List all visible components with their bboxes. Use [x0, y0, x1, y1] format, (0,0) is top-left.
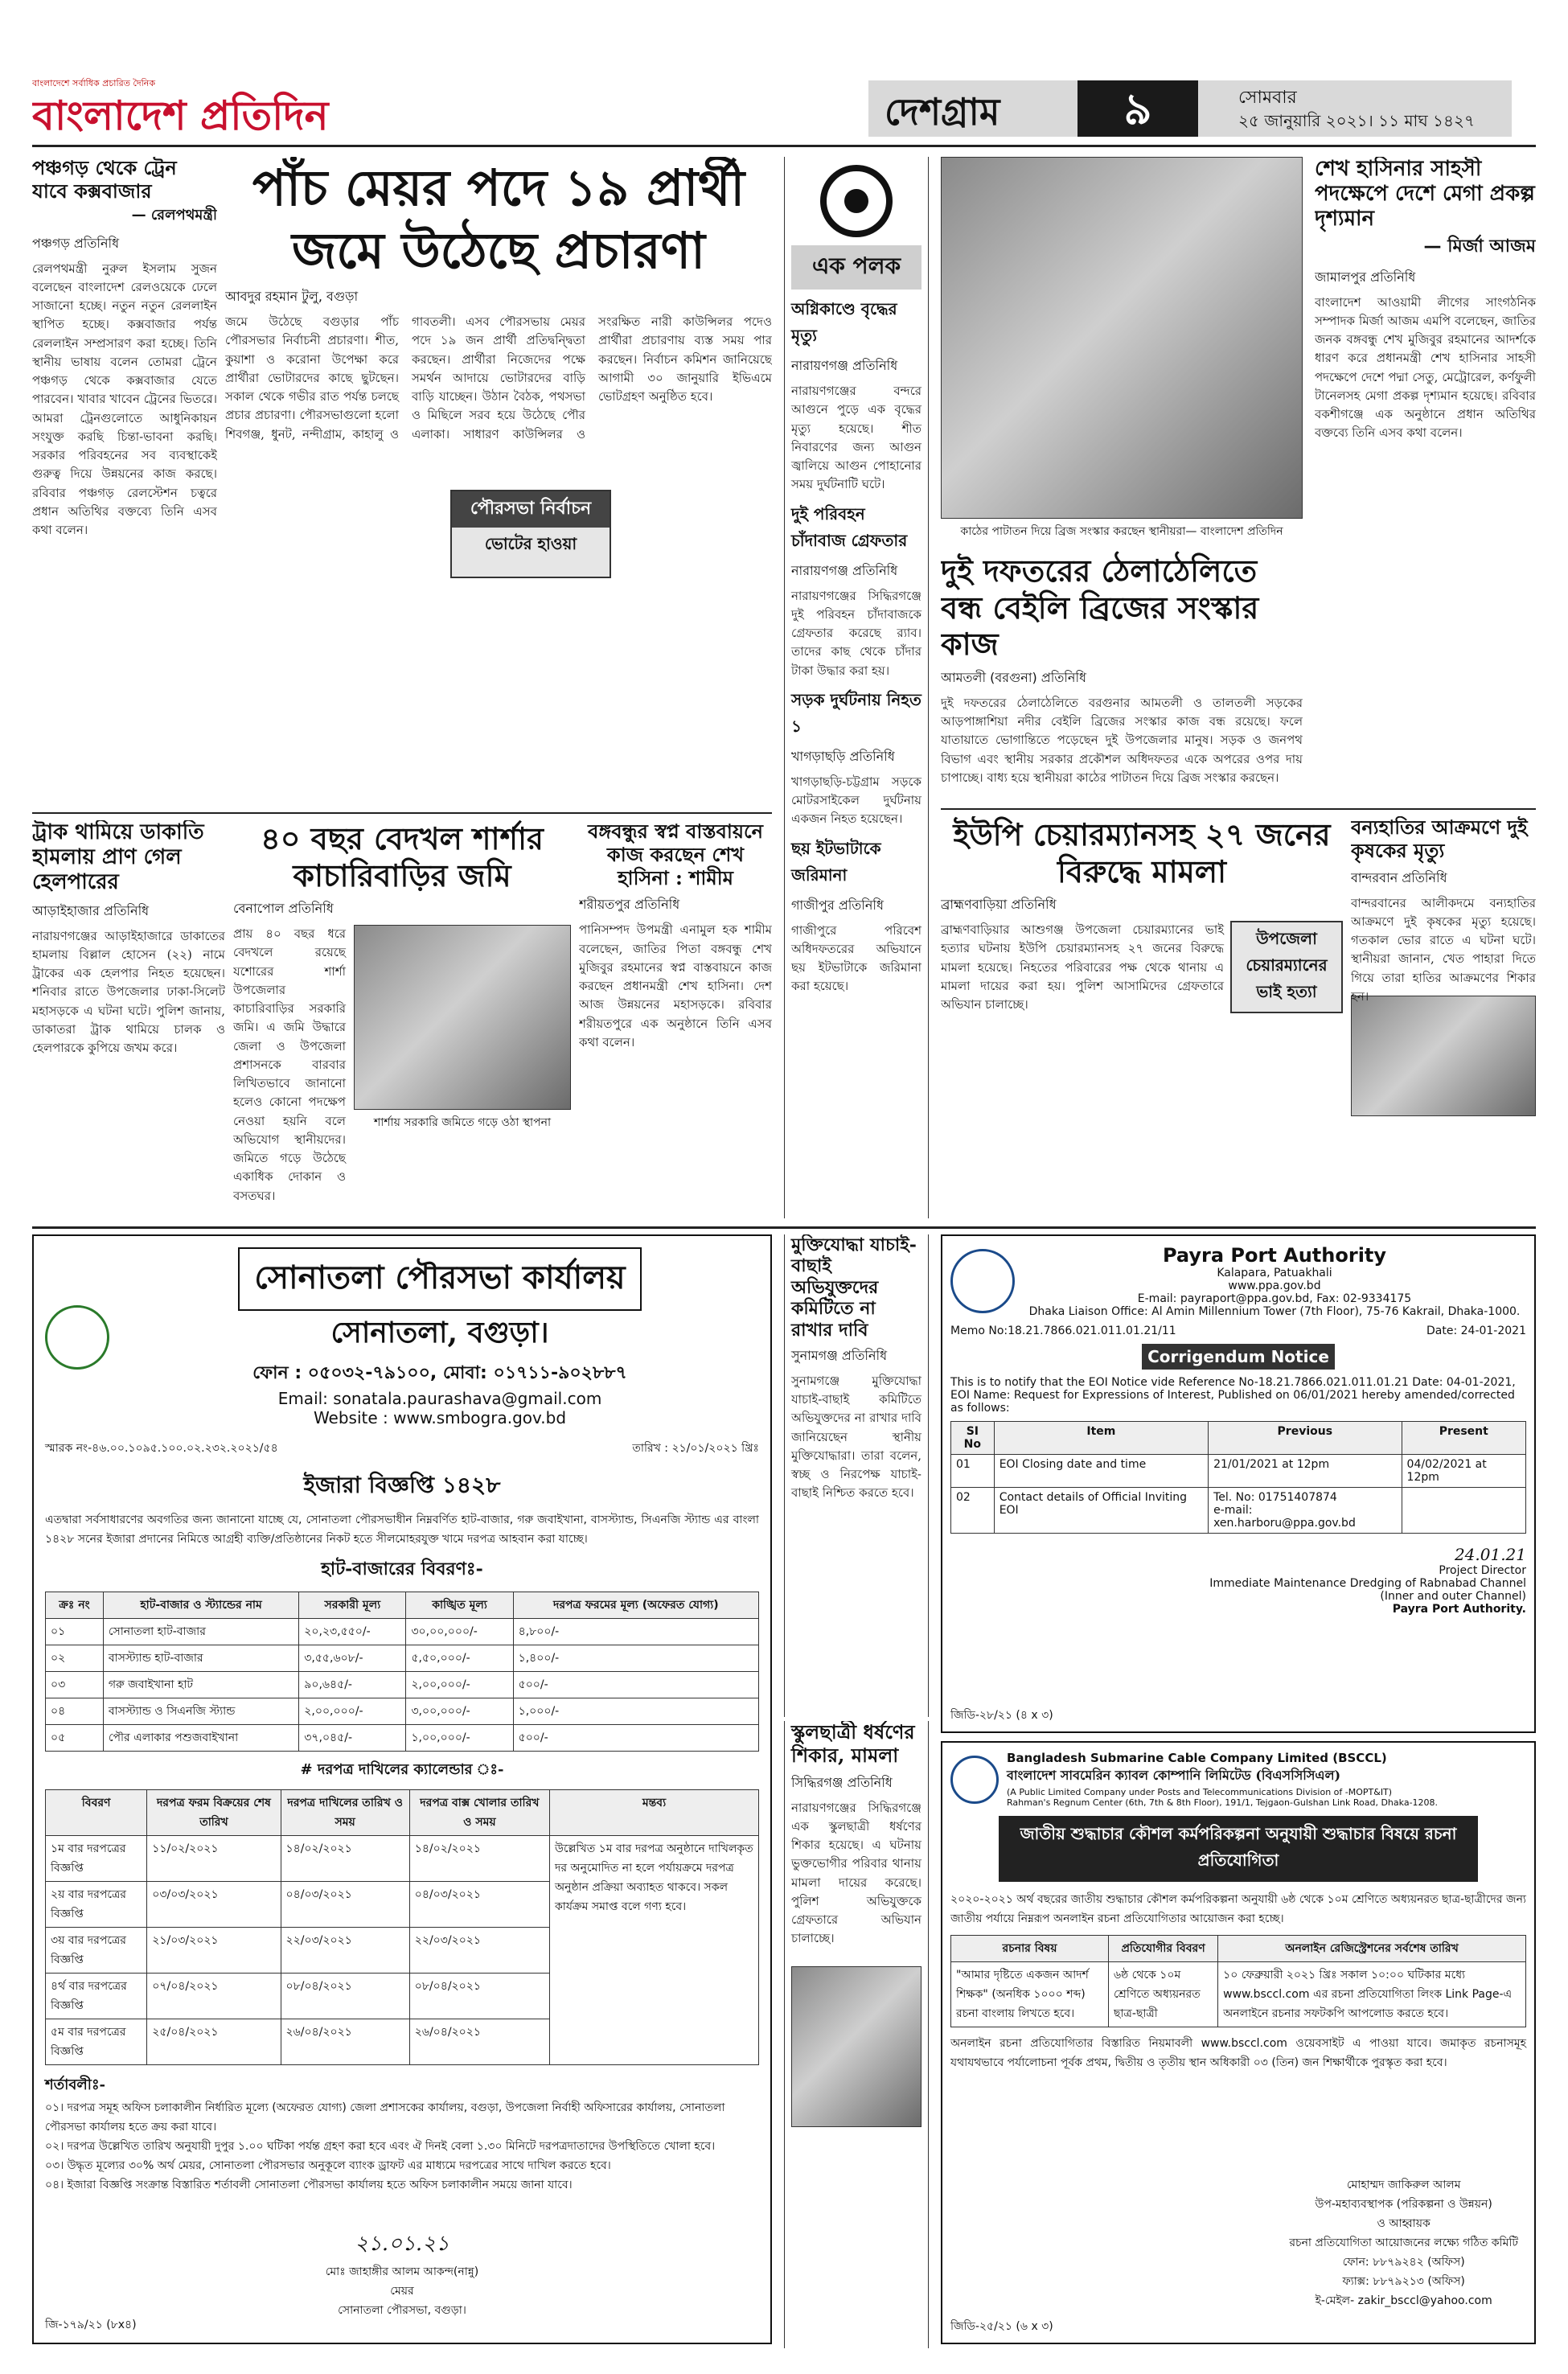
cell: পৌর এলাকার পশুজবাইখানা — [103, 1725, 298, 1752]
page-header-strip — [868, 80, 1512, 137]
story-robbery — [32, 820, 225, 1222]
ad-ref: জি-১৭৯/২১ (৮x৪) — [45, 2319, 137, 2331]
col-header: দরপত্র বাক্স খোলার তারিখ ও সময় — [409, 1790, 549, 1836]
cell: ২৫/০৪/২০২১ — [147, 2019, 281, 2065]
payra-sig-line: (Inner and outer Channel) — [1380, 1590, 1526, 1603]
right-byline: জামালপুর প্রতিনিধি — [1315, 269, 1416, 285]
payra-signature — [950, 1545, 1526, 1616]
cell: ৫,৫০,০০০/- — [406, 1645, 513, 1672]
story-freedom-fighter — [784, 1234, 929, 1717]
cell: ২৬/০৪/২০২১ — [281, 2019, 409, 2065]
cell: ৪,৮০০/- — [513, 1619, 758, 1645]
brief-headline[interactable]: সড়ক দুর্ঘটনায় নিহত ১ — [791, 689, 922, 736]
up-body: ব্রাহ্মণবাড়িয়ার আশুগঞ্জ উপজেলা চেয়ারম্যানের ভাই হত্যার ঘটনায় ইউপি চেয়ারম্যানসহ ২৭ জনের বিরুদ্ধে মামলা হয়েছে। নিহতের পরিবারের পক্ষ থেকে থানায় এ মামলা দায়ের করা হয়। পুলিশ আসামিদের গ্রেফতারে অভিযান চালাচ্ছে। — [941, 922, 1224, 1012]
terms-title: শর্তাবলীঃ- — [45, 2076, 106, 2093]
brief-byline: গাজীপুর প্রতিনিধি — [791, 897, 884, 913]
story-headline[interactable]: পঞ্চগড় থেকে ট্রেন যাবে কক্সবাজার — [32, 157, 177, 203]
cell: ২২/০৩/২০২১ — [281, 1928, 409, 1974]
elephant-body: বান্দরবানের আলীকদমে বন্যহাতির আক্রমণে দুই কৃষকের মৃত্যু হয়েছে। গতকাল ভোর রাতে এ ঘটনা ঘটে। স্থানীয়রা জানান, খেত পাহারা দিতে গিয়ে তারা হাতির আক্রমণের শিকার হন। — [1351, 895, 1536, 1004]
ad-memo: স্মারক নং-৪৬.০০.১০৯৫.১০০.০২.২৩২.২০২১/৫৪ — [45, 1442, 278, 1455]
payra-logo — [950, 1249, 1015, 1313]
col-header: মন্তব্য — [550, 1790, 759, 1836]
col-header: প্রতিযোগীর বিবরণ — [1108, 1936, 1217, 1962]
student-byline: সিদ্ধিরগঞ্জ প্রতিনিধি — [791, 1774, 893, 1790]
bsccl-email[interactable]: ই-মেইল- zakir_bsccl@yahoo.com — [1315, 2294, 1492, 2307]
masthead-brand[interactable] — [32, 76, 386, 141]
payra-sig-date: 24.01.21 — [1454, 1545, 1526, 1564]
robbery-headline[interactable]: ট্রাক থামিয়ে ডাকাতি হামলায় প্রাণ গেল হেলপারের — [32, 820, 204, 895]
col-header: ক্রঃ নং — [46, 1592, 104, 1619]
cell: ০৮/০৪/২০২১ — [409, 1974, 549, 2019]
bridge-byline: আমতলী (বরগুনা) প্রতিনিধি — [941, 669, 1086, 685]
ad-payra — [941, 1234, 1536, 1733]
up-inset-text: উপজেলা চেয়ারম্যানের ভাই হত্যা — [1246, 929, 1328, 1002]
cell: সোনাতলা হাট-বাজার — [103, 1619, 298, 1645]
payra-sig-line: Payra Port Authority. — [1392, 1603, 1526, 1616]
col-header: Previous — [1209, 1422, 1402, 1455]
story-elephant — [1351, 816, 1536, 1218]
inset-title: পৌরসভা নির্বাচন — [452, 491, 610, 528]
bsccl-sig-line: ফোন: ৮৮৭৯২৪২ (অফিস) — [1342, 2256, 1465, 2269]
payra-address: Kalapara, Patuakhali — [1217, 1267, 1332, 1279]
brief-item — [791, 503, 922, 680]
robbery-byline: আড়াইহাজার প্রতিনিধি — [32, 902, 150, 918]
cell: 04/02/2021 at 12pm — [1402, 1455, 1525, 1488]
col-header: SI No — [951, 1422, 995, 1455]
bsccl-ref: জিডি-২৫/২১ (৬ x ৩) — [950, 2320, 1053, 2333]
table-row — [46, 1645, 759, 1672]
cell: ৫ম বার দরপত্রের বিজ্ঞপ্তি — [46, 2019, 147, 2065]
weekday: সোমবার — [1238, 88, 1297, 108]
col-header: দরপত্র ফরম বিক্রয়ের শেষ তারিখ — [147, 1790, 281, 1836]
masthead-logo: বাংলাদেশ প্রতিদিন — [32, 92, 329, 139]
divider — [32, 812, 772, 814]
ad-memo-date: তারিখ : ২১/০১/২০২১ খ্রিঃ — [632, 1442, 759, 1455]
col-header: কাঙ্খিত মূল্য — [406, 1592, 513, 1619]
story-land — [233, 820, 571, 1222]
bsccl-sig-line: মোহাম্মদ জাকিরুল আলম — [1346, 2179, 1461, 2191]
cell: ০২ — [46, 1645, 104, 1672]
bsccl-outro: অনলাইন রচনা প্রতিযোগিতার বিস্তারিত নিয়মাবলী www.bsccl.com ওয়েবসাইট এ পাওয়া যাবে। জমাকৃত রচনাসমূহ যথাযথভাবে পর্যালোচনা পূর্বক প্রথম, দ্বিতীয় ও তৃতীয় স্থান অধিকারী ০৩ (তিন) জন শিক্ষার্থীকে পুরস্কৃত করা হবে। — [950, 2037, 1526, 2069]
masthead-rule — [32, 145, 1536, 147]
brief-body: গাজীপুরে পরিবেশ অধিদফতরের অভিযানে ছয় ইটভাটাকে জরিমানা করা হয়েছে। — [791, 922, 922, 994]
table-row — [46, 1725, 759, 1752]
cell: ২,০০,০০০/- — [299, 1698, 406, 1725]
main-byline: আবদুর রহমান টুলু, বগুড়া — [225, 289, 359, 304]
cell: ২৬/০৪/২০২১ — [409, 2019, 549, 2065]
notice-intro: এতদ্বারা সর্বসাধারণের অবগতির জন্য জানানো যাচ্ছে যে, সোনাতলা পৌরসভাধীন নিম্নবর্ণিত হাট-বাজার, গরু জবাইখানা, বাসস্ট্যান্ড, সিএনজি স্ট্যান্ড এর বাংলা ১৪২৮ সনের ইজারা প্রদানের নিমিত্তে আগ্রহী ব্যক্তি/প্রতিষ্ঠানের নিকট হতে সীলমোহরযুক্ত খামে দরপত্র আহবান করা যাচ্ছে। — [45, 1514, 759, 1546]
cell: ৩৭,০৪৫/- — [299, 1725, 406, 1752]
payra-sig-line: Project Director — [1439, 1564, 1526, 1577]
cell — [1402, 1488, 1525, 1534]
cell: ৬ষ্ঠ থেকে ১০ম শ্রেণিতে অধ্যয়নরত ছাত্র-ছাত্রী — [1108, 1962, 1217, 2027]
cell: ০৩/০৩/২০২১ — [147, 1882, 281, 1928]
elephant-photo[interactable] — [1351, 996, 1536, 1116]
ad-phone: ফোন : ০৫০৩২-৭৯১০০, মোবা: ০১৭১১-৯০২৮৮৭ — [252, 1363, 627, 1383]
payra-ref: জিডি-২৮/২১ (৪ x ৩) — [950, 1709, 1053, 1722]
signature-block — [45, 2227, 759, 2320]
payra-sig-line: Immediate Maintenance Dredging of Rabnabad Channel — [1209, 1577, 1526, 1590]
cell: Tel. No: 01751407874 e-mail: xen.harboru@ppa.gov.bd — [1209, 1488, 1402, 1534]
ad-sonatala — [32, 1234, 772, 2344]
bridge-photo[interactable] — [941, 157, 1303, 519]
payra-liaison: Dhaka Liaison Office: Al Amin Millennium Tower (7th Floor), 75-76 Kakrail, Dhaka-1000. — [1028, 1305, 1521, 1318]
cell: ০৪/০৩/২০২১ — [409, 1882, 549, 1928]
col-header: Present — [1402, 1422, 1525, 1455]
land-photo[interactable] — [354, 925, 571, 1110]
ek-polok-label: এক পলক — [791, 245, 922, 290]
masthead-tagline: বাংলাদেশে সর্বাধিক প্রচারিত দৈনিক — [32, 78, 156, 88]
story-byline: পঞ্চগড় প্রতিনিধি — [32, 235, 120, 251]
schedule-title: # দরপত্র দাখিলের ক্যালেন্ডার ঃ- — [300, 1761, 504, 1778]
ad-bsccl — [941, 1741, 1536, 2344]
col-header: বিবরণ — [46, 1790, 147, 1836]
right-body: বাংলাদেশ আওয়ামী লীগের সাংগঠনিক সম্পাদক মির্জা আজম এমপি বলেছেন, জাতির জনক বঙ্গবন্ধু শেখ মুজিবুর রহমানের আদর্শকে ধারণ করে প্রধানমন্ত্রী শেখ হাসিনার সাহসী পদক্ষেপে দেশে পদ্মা সেতু, মেট্রোরেল, কর্ণফুলী টানেলসহ মেগা প্রকল্প দৃশ্যমান হয়েছে। রবিবার বকশীগঞ্জে এক অনুষ্ঠানে প্রধান অতিথির বক্তব্যে তিনি এসব কথা বলেন। — [1315, 294, 1536, 441]
signer-office: সোনাতলা পৌরসভা, বগুড়া। — [338, 2304, 466, 2317]
cell: ০১ — [46, 1619, 104, 1645]
right-sub: — মির্জা আজম — [1423, 236, 1536, 257]
cell: ১,৪০০/- — [513, 1645, 758, 1672]
cell: ৩,০০,০০০/- — [406, 1698, 513, 1725]
brief-byline: নারায়ণগঞ্জ প্রতিনিধি — [791, 358, 898, 373]
story-student — [784, 1721, 929, 2348]
bsccl-sig-line: রচনা প্রতিযোগিতা আয়োজনের লক্ষ্যে গঠিত কমিটি — [1289, 2236, 1518, 2249]
main-headline[interactable]: পাঁচ মেয়র পদে ১৯ প্রার্থী জমে উঠেছে প্রচারণা — [252, 158, 745, 280]
sonatala-logo — [45, 1305, 109, 1370]
bsccl-sig-line: উপ-মহাব্যবস্থাপক (পরিকল্পনা ও উন্নয়ন) — [1315, 2198, 1492, 2211]
brief-body: নারায়ণগঞ্জের বন্দরে আগুনে পুড়ে এক বৃদ্ধের মৃত্যু হয়েছে। শীত নিবারণের জন্য আগুন জ্বালিয়ে আগুন পোহানোর সময় দুর্ঘটনাটি ঘটে। — [791, 384, 922, 492]
robbery-body: নারায়ণগঞ্জের আড়াইহাজারে ডাকাতের হামলায় বিল্লাল হোসেন (২২) নামে ট্রাকের এক হেলপার নিহত হয়েছেন। শনিবার রাতে উপজেলার ঢাকা-সিলেট মহাসড়কে এ ঘটনা ঘটে। পুলিশ জানায়, ডাকাতরা ট্রাক থামিয়ে চালক ও হেলপারকে কুপিয়ে জখম করে। — [32, 928, 225, 1056]
page-number: ৯ — [1077, 80, 1198, 137]
bsccl-address: Rahman's Regnum Center (6th, 7th & 8th Floor), 191/1, Tejgaon-Gulshan Link Road, Dhaka-1208. — [1007, 1797, 1439, 1808]
col-header: রচনার বিষয় — [951, 1936, 1109, 1962]
cell: ১,০০০/- — [513, 1698, 758, 1725]
story-panchagarh — [32, 157, 217, 792]
bsccl-intro: ২০২০-২০২১ অর্থ বছরের জাতীয় শুদ্ধাচার কৌশল কর্মপরিকল্পনা অনুযায়ী ৬ষ্ঠ থেকে ১০ম শ্রেণিতে অধ্যয়নরত ছাত্র-ছাত্রীদের জন্য জাতীয় পর্যায়ে নিম্নরূপ অনলাইন রচনা প্রতিযোগিতার আয়োজন করা হচ্ছে। — [950, 1893, 1526, 1925]
brief-item — [791, 298, 922, 495]
bsccl-banner: জাতীয় শুদ্ধাচার কৌশল কর্মপরিকল্পনা অনুযায়ী শুদ্ধাচার বিষয়ে রচনা প্রতিযোগিতা — [999, 1816, 1478, 1882]
brief-headline[interactable]: ছয় ইটভাটাকে জরিমানা — [791, 838, 881, 885]
land-byline: বেনাপোল প্রতিনিধি — [233, 901, 334, 917]
col-header: দরপত্র ফরমের মূল্য (অফেরত যোগ্য) — [513, 1592, 758, 1619]
section-name: দেশগ্রাম — [885, 90, 1000, 133]
signature-date: ২১.০১.২১ — [355, 2232, 449, 2256]
up-headline[interactable]: ইউপি চেয়ারম্যানসহ ২৭ জনের বিরুদ্ধে মামলা — [953, 816, 1331, 889]
cell: বাসস্ট্যান্ড হাট-বাজার — [103, 1645, 298, 1672]
bsccl-org-en: Bangladesh Submarine Cable Company Limited (BSCCL) — [1007, 1751, 1387, 1765]
cell: ৫০০/- — [513, 1725, 758, 1752]
ads-divider — [32, 1226, 1536, 1229]
eye-icon — [820, 165, 893, 237]
payra-memo: Memo No:18.21.7866.021.011.01.21/11 — [950, 1325, 1176, 1337]
brief-item — [791, 688, 922, 829]
brief-headline[interactable]: দুই পরিবহন চাঁদাবাজ গ্রেফতার — [791, 503, 908, 550]
bongobondhu-headline[interactable]: বঙ্গবন্ধুর স্বপ্ন বাস্তবায়নে কাজ করছেন শেখ হাসিনা : শামীম — [588, 820, 763, 889]
payra-notice: Corrigendum Notice — [1142, 1344, 1335, 1370]
bsccl-sig-line: ফ্যাক্স: ৮৮৭৯২১৩ (অফিস) — [1342, 2275, 1465, 2288]
issue-date: ২৫ জানুয়ারি ২০২১। ১১ মাঘ ১৪২৭ — [1238, 111, 1476, 130]
cell: Contact details of Official Inviting EOI — [994, 1488, 1208, 1534]
table-row — [46, 1619, 759, 1645]
cell: ০৪ — [46, 1698, 104, 1725]
payra-org: Payra Port Authority — [1162, 1244, 1387, 1267]
bsccl-signature — [1289, 2175, 1518, 2310]
brief-headline[interactable]: অগ্নিকাণ্ডে বৃদ্ধের মৃত্যু — [791, 299, 897, 345]
bongobondhu-body: পানিসম্পদ উপমন্ত্রী এনামুল হক শামীম বলেছেন, জাতির পিতা বঙ্গবন্ধু শেখ মুজিবুর রহমানের স্বপ্ন বাস্তবায়নে কাজ করছেন প্রধানমন্ত্রী শেখ হাসিনা। দেশ আজ উন্নয়নের মহাসড়কে। রবিবার শরীয়তপুরে এক অনুষ্ঠানে তিনি এসব কথা বলেন। — [579, 922, 772, 1049]
brief-item — [791, 837, 922, 996]
bsccl-sig-line: ও আহ্বায়ক — [1377, 2217, 1430, 2230]
bsccl-sub: (A Public Limited Company under Posts and Telecommunications Division of -MOPT&IT) — [1007, 1787, 1393, 1797]
ek-polok-column — [784, 157, 929, 1218]
cell: ৯০,৬৪৫/- — [299, 1672, 406, 1698]
cell: ০৭/০৪/২০২১ — [147, 1974, 281, 2019]
cell: "আমার দৃষ্টিতে একজন আদর্শ শিক্ষক" (অনধিক ১০০০ শব্দ) রচনা বাংলায় লিখতে হবে। — [951, 1962, 1109, 2027]
cell: ১ম বার দরপত্রের বিজ্ঞপ্তি — [46, 1836, 147, 1882]
cell: ২,০০,০০০/- — [406, 1672, 513, 1698]
student-photo[interactable] — [791, 1966, 922, 2127]
table-row — [951, 1455, 1526, 1488]
ad-website[interactable]: Website : www.smbogra.gov.bd — [313, 1408, 567, 1427]
divider — [941, 808, 1536, 810]
student-body: নারায়ণগঞ্জের সিদ্ধিরগঞ্জে এক স্কুলছাত্রী ধর্ষণের শিকার হয়েছে। এ ঘটনায় ভুক্তভোগীর পরিবার থানায় মামলা দায়ের করেছে। পুলিশ অভিযুক্তকে গ্রেফতারে অভিযান চালাচ্ছে। — [791, 1800, 922, 1946]
cell: বাসস্ট্যান্ড ও সিএনজি স্ট্যান্ড — [103, 1698, 298, 1725]
payra-date: Date: 24-01-2021 — [1426, 1325, 1526, 1337]
cell: ২য় বার দরপত্রের বিজ্ঞপ্তি — [46, 1882, 147, 1928]
signer-name: মোঃ জাহাঙ্গীর আলম আকন্দ(নান্নু) — [325, 2265, 479, 2278]
payra-text: This is to notify that the EOI Notice vide Reference No-18.21.7866.021.011.01.21 Date: 04-01-2021, EOI Name: Request for Expressions of Interest, Published on 06/01/2021 hereby amended/corrected as follows: — [950, 1376, 1516, 1415]
cell: ২০,২৩,৫৫০/- — [299, 1619, 406, 1645]
term-item: ০২। দরপত্র উল্লেখিত তারিখ অনুযায়ী দুপুর ১.০০ ঘটিকা পর্যন্ত গ্রহণ করা হবে এবং ঐ দিনই বেলা ১.৩০ মিনিটে দরপত্রদাতাদের উপস্থিতিতে খোলা হবে। — [45, 2140, 716, 2153]
col-header: অনলাইন রেজিস্ট্রেশনের সর্বশেষ তারিখ — [1218, 1936, 1526, 1962]
hat-bazar-table — [45, 1592, 759, 1752]
cell: ১৪/০২/২০২১ — [281, 1836, 409, 1882]
story-body: রেলপথমন্ত্রী নুরুল ইসলাম সুজন বলেছেন বাংলাদেশ রেলওয়েকে ঢেলে সাজানো হচ্ছে। নতুন নতুন রেললাইন স্থাপিত হচ্ছে। কক্সবাজার পর্যন্ত রেললাইন সম্প্রসারণ করা হচ্ছে। তিনি স্থানীয় ভাষায় বলেন তোমরা ট্রেনে পঞ্চগড় থেকে কক্সবাজার যেতে পারবেন। খাবার খাবেন ট্রেনের ভিতরে। আমরা ট্রেনগুলোতে আধুনিকায়ন সংযুক্ত করছি চিন্তা-ভাবনা করছি। সরকার পরিবহনের সব ব্যবস্থাকেই গুরুত্ব দিয়ে উন্নয়নের কাজ করছে। রবিবার পঞ্চগড় রেলস্টেশন চত্বরে প্রধান অতিথির বক্তব্যে তিনি এসব কথা বলেন। — [32, 261, 217, 538]
bridge-body: দুই দফতরের ঠেলাঠেলিতে বরগুনার আমতলী ও তালতলী সড়কের আড়পাঙ্গাশিয়া নদীর বেইলি ব্রিজের সংস্কার কাজ বন্ধ রয়েছে। ফলে যাতায়াতে ভোগান্তিতে পড়েছেন দুই উপজেলার মানুষ। সড়ক ও জনপথ বিভাগ এবং স্থানীয় সরকার প্রকৌশল অধিদফতর একে অপরের ওপর দায় চাপাচ্ছে। বাধ্য হয়ে স্থানীয়রা কাঠের পাটাতন দিয়ে ব্রিজ সংস্কার করছেন। — [941, 695, 1303, 785]
bsccl-logo — [950, 1756, 999, 1804]
signer-title: মেয়র — [390, 2285, 414, 2298]
inset-sub: ভোটের হাওয়া — [484, 534, 577, 553]
payra-email[interactable]: E-mail: payraport@ppa.gov.bd, Fax: 02-9334175 — [1137, 1292, 1412, 1305]
col-header: দরপত্র দাখিলের তারিখ ও সময় — [281, 1790, 409, 1836]
table-title: হাট-বাজারের বিবরণঃ- — [321, 1559, 483, 1579]
payra-web[interactable]: www.ppa.gov.bd — [1228, 1279, 1321, 1292]
bongobondhu-byline: শরীয়তপুর প্রতিনিধি — [579, 897, 680, 913]
cell: ৪র্থ বার দরপত্রের বিজ্ঞপ্তি — [46, 1974, 147, 2019]
payra-table — [950, 1421, 1526, 1534]
cell: 02 — [951, 1488, 995, 1534]
ff-body: সুনামগঞ্জে মুক্তিযোদ্ধা যাচাই-বাছাই কমিটিতে অভিযুক্তদের না রাখার দাবি জানিয়েছেন স্থানীয় মুক্তিযোদ্ধারা। তারা বলেন, স্বচ্ছ ও নিরপেক্ষ যাচাই-বাছাই নিশ্চিত করতে হবে। — [791, 1373, 922, 1501]
cell[interactable]: ১০ ফেব্রুয়ারী ২০২১ খ্রিঃ সকাল ১০:০০ ঘটিকার মধ্যে www.bsccl.com এর রচনা প্রতিযোগিতা লিংক Link Page-এ অনলাইনে রচনার সফটকপি আপলোড করতে হবে। — [1218, 1962, 1526, 2027]
term-item: ০৪। ইজারা বিজ্ঞপ্তি সংক্রান্ত বিস্তারিত শর্তাবলী সোনাতলা পৌরসভা কার্যালয় হতে অফিস চলাকালীন সময়ে জানা যাবে। — [45, 2179, 573, 2191]
right-headline[interactable]: শেখ হাসিনার সাহসী পদক্ষেপে দেশে মেগা প্রকল্প দৃশ্যমান — [1315, 157, 1535, 232]
up-inset — [1230, 921, 1343, 1013]
story-main-election — [225, 157, 772, 808]
cell: 21/01/2021 at 12pm — [1209, 1455, 1402, 1488]
col-header: সরকারী মূল্য — [299, 1592, 406, 1619]
story-bongobondhu — [579, 820, 772, 1222]
bsccl-org-bn: বাংলাদেশ সাবমেরিন ক্যাবল কোম্পানি লিমিটেড (বিএসসিসিএল) — [1007, 1768, 1341, 1783]
cell: ১৪/০২/২০২১ — [409, 1836, 549, 1882]
cell: ২১/০৩/২০২১ — [147, 1928, 281, 1974]
land-photo-caption: শার্শায় সরকারি জমিতে গড়ে ওঠা স্থাপনা — [373, 1116, 552, 1130]
cell: ১১/০২/২০২১ — [147, 1836, 281, 1882]
ff-headline[interactable]: মুক্তিযোদ্ধা যাচাই-বাছাই অভিযুক্তদের কমিটিতে না রাখার দাবি — [791, 1234, 917, 1341]
notice-title: ইজারা বিজ্ঞপ্তি ১৪২৮ — [303, 1472, 501, 1498]
election-inset — [450, 490, 611, 578]
brief-body: নারায়ণগঞ্জের সিদ্ধিরগঞ্জে দুই পরিবহন চাঁদাবাজকে গ্রেফতার করেছে র‌্যাব। তাদের কাছ থেকে চাঁদার টাকা উদ্ধার করা হয়। — [791, 588, 922, 678]
ad-email[interactable]: Email: sonatala.paurashava@gmail.com — [277, 1389, 602, 1408]
story-sub: — রেলপথমন্ত্রী — [131, 206, 217, 224]
schedule-table — [45, 1789, 759, 2065]
cell: গরু জবাইখানা হাট — [103, 1672, 298, 1698]
brief-byline: খাগড়াছড়ি প্রতিনিধি — [791, 748, 895, 764]
cell: EOI Closing date and time — [994, 1455, 1208, 1488]
schedule-note: উল্লেখিত ১ম বার দরপত্র অনুষ্ঠানে দাখিলকৃত দর অনুমোদিত না হলে পর্যায়ক্রমে দরপত্র অনুষ্ঠান প্রক্রিয়া অব্যাহত থাকবে। সকল কার্যক্রম সমাপ্ত বলে গণ্য হবে। — [550, 1836, 759, 2065]
cell: ৩,৫৫,৬০৮/- — [299, 1645, 406, 1672]
cell: ০৩ — [46, 1672, 104, 1698]
land-headline[interactable]: ৪০ বছর বেদখল শার্শার কাচারিবাড়ির জমি — [261, 820, 544, 893]
cell: ৩য় বার দরপত্রের বিজ্ঞপ্তি — [46, 1928, 147, 1974]
term-item: ০১। দরপত্র সমূহ অফিস চলাকালীন নির্ধারিত মূল্যে (অফেরত যোগ্য) জেলা প্রশাসকের কার্যালয়, বগুড়া, উপজেলা নির্বাহী অফিসারের কার্যালয়, সোনাতলা পৌরসভা কার্যালয় হতে ক্রয় করা যাবে। — [45, 2101, 725, 2134]
cell: ৩০,০০,০০০/- — [406, 1619, 513, 1645]
table-row — [951, 1488, 1526, 1534]
bridge-headline[interactable]: দুই দফতরের ঠেলাঠেলিতে বন্ধ বেইলি ব্রিজের সংস্কার কাজ — [941, 552, 1259, 663]
up-byline: ব্রাহ্মণবাড়িয়া প্রতিনিধি — [941, 897, 1057, 913]
cell: ০৪/০৩/২০২১ — [281, 1882, 409, 1928]
col-header: Item — [994, 1422, 1208, 1455]
bsccl-table — [950, 1935, 1526, 2027]
table-row — [46, 1836, 759, 1882]
table-row — [46, 1672, 759, 1698]
ff-byline: সুনামগঞ্জ প্রতিনিধি — [791, 1347, 888, 1363]
land-body: প্রায় ৪০ বছর ধরে বেদখলে রয়েছে যশোরের শার্শা উপজেলার কাচারিবাড়ির সরকারি জমি। এ জমি উদ্ধারে জেলা ও উপজেলা প্রশাসনকে বারবার লিখিতভাবে জানানো হলেও কোনো পদক্ষেপ নেওয়া হয়নি বলে অভিযোগ স্থানীয়দের। জমিতে গড়ে উঠেছে একাধিক দোকান ও বসতঘর। — [233, 926, 346, 1203]
elephant-headline[interactable]: বন্যহাতির আক্রমণে দুই কৃষকের মৃত্যু — [1351, 816, 1528, 862]
story-up-chairman — [941, 816, 1343, 1218]
ad-title: সোনাতলা পৌরসভা কার্যালয় — [238, 1247, 641, 1311]
cell: 01 — [951, 1455, 995, 1488]
term-item: ০৩। উদ্ধৃত মূল্যের ৩০% অর্থ মেয়র, সোনাতলা পৌরসভার অনুকূলে ব্যাংক ড্রাফট এর মাধ্যমে দরপত্রের সাথে দাখিল করতে হবে। — [45, 2159, 611, 2172]
cell: ২২/০৩/২০২১ — [409, 1928, 549, 1974]
cell: ৫০০/- — [513, 1672, 758, 1698]
col-header: হাট-বাজার ও স্ট্যান্ডের নাম — [103, 1592, 298, 1619]
bridge-photo-caption: কাঠের পাটাতন দিয়ে ব্রিজ সংস্কার করছেন স্থানীয়রা— বাংলাদেশ প্রতিদিন — [960, 525, 1283, 538]
ad-subtitle: সোনাতলা, বগুড়া। — [330, 1316, 549, 1349]
table-row — [951, 1962, 1526, 2027]
student-headline[interactable]: স্কুলছাত্রী ধর্ষণের শিকার, মামলা — [791, 1721, 915, 1767]
brief-byline: নারায়ণগঞ্জ প্রতিনিধি — [791, 562, 898, 578]
elephant-byline: বান্দরবান প্রতিনিধি — [1351, 869, 1447, 885]
cell: ০৮/০৪/২০২১ — [281, 1974, 409, 2019]
main-body: জমে উঠেছে বগুড়ার পাঁচ পৌরসভার নির্বাচনী প্রচারণা। শীত, কুয়াশা ও করোনা উপেক্ষা করে প্রার্থীরা ভোটারদের কাছে ছুটছেন। সকাল থেকে গভীর রাত পর্যন্ত চলছে প্রচার প্রচারণা। পৌরসভাগুলো হলো শিবগঞ্জ, ধুনট, নন্দীগ্রাম, কাহালু ও গাবতলী। এসব পৌরসভায় মেয়র পদে ১৯ জন প্রার্থী প্রতিদ্বন্দ্বিতা করছেন। প্রার্থীরা নিজেদের পক্ষে সমর্থন আদায়ে ভোটারদের বাড়ি বাড়ি যাচ্ছেন। উঠান বৈঠক, পথসভা ও মিছিলে সরব হয়ে উঠেছে পৌর এলাকা। সাধারণ কাউন্সিলর ও সংরক্ষিত নারী কাউন্সিলর পদেও প্রার্থীরা প্রচারণায় ব্যস্ত সময় পার করছেন। নির্বাচন কমিশন জানিয়েছে আগামী ৩০ জানুয়ারি ইভিএমে ভোটগ্রহণ অনুষ্ঠিত হবে। — [225, 314, 772, 442]
cell: ০৫ — [46, 1725, 104, 1752]
cell: ১,০০,০০০/- — [406, 1725, 513, 1752]
brief-body: খাগড়াছড়ি-চট্টগ্রাম সড়কে মোটরসাইকেল দুর্ঘটনায় একজন নিহত হয়েছেন। — [791, 774, 922, 827]
table-row — [46, 1698, 759, 1725]
